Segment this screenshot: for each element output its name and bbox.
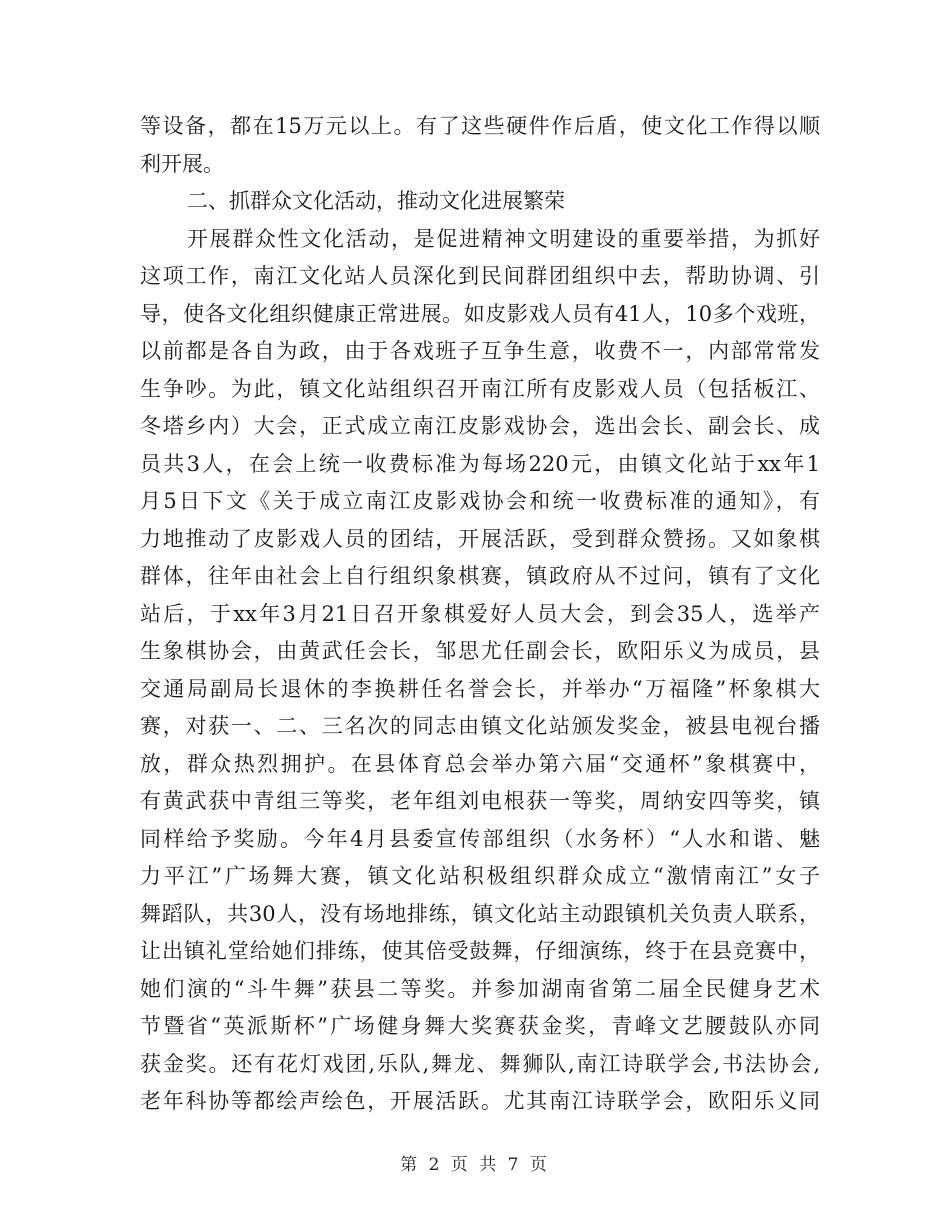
text-line: 导，使各文化组织健康正常进展。如皮影戏人员有41人，10多个戏班，	[140, 301, 820, 326]
text-line: 生象棋协会，由黄武任会长，邹思尤任副会长，欧阳乐义为成员，县	[140, 639, 820, 663]
text-line: 以前都是各自为政，由于各戏班子互争生意，收费不一，内部常常发	[140, 339, 820, 363]
text-line: 节暨省“英派斯杯”广场健身舞大奖赛获金奖，青峰文艺腰鼓队亦同	[140, 1014, 820, 1038]
text-line: 交通局副局长退休的李换耕任名誉会长，并举办“万福隆”杯象棋大	[140, 676, 820, 701]
text-line: 月5日下文《关于成立南江皮影戏协会和统一收费标准的通知》，有	[140, 489, 820, 513]
text-line: 员共3人，在会上统一收费标准为每场220元，由镇文化站于xx年1	[140, 451, 820, 476]
text-line: 利开展。	[140, 151, 224, 176]
text-line: 力平江”广场舞大赛，镇文化站积极组织群众成立“激情南江”女子	[140, 864, 820, 888]
text-line: 生争吵。为此，镇文化站组织召开南江所有皮影戏人员（包括板江、	[140, 376, 820, 401]
text-line: 同样给予奖励。今年4月县委宣传部组织（水务杯）“人水和谐、魅	[140, 826, 820, 851]
page-footer: 第 2 页 共 7 页	[400, 1155, 550, 1175]
text-line: 冬塔乡内）大会，正式成立南江皮影戏协会，选出会长、副会长、成	[140, 414, 820, 438]
text-line: 开展群众性文化活动，是促进精神文明建设的重要举措，为抓好	[187, 226, 820, 251]
text-line: 舞蹈队，共30人，没有场地排练，镇文化站主动跟镇机关负责人联系，	[140, 901, 820, 926]
text-line: 赛，对获一、二、三名次的同志由镇文化站颁发奖金，被县电视台播	[140, 714, 820, 738]
text-line: 等设备，都在15万元以上。有了这些硬件作后盾，使文化工作得以顺	[140, 114, 820, 138]
text-line: 让出镇礼堂给她们排练，使其倍受鼓舞，仔细演练，终于在县竞赛中，	[140, 939, 820, 963]
text-line: 力地推动了皮影戏人员的团结，开展活跃，受到群众赞扬。又如象棋	[140, 526, 820, 551]
text-line: 群体，往年由社会上自行组织象棋赛，镇政府从不过问，镇有了文化	[140, 564, 820, 588]
text-line: 她们演的“斗牛舞”获县二等奖。并参加湖南省第二届全民健身艺术	[140, 976, 820, 1001]
text-line: 这项工作，南江文化站人员深化到民间群团组织中去，帮助协调、引	[140, 264, 820, 288]
text-line: 老年科协等都绘声绘色，开展活跃。尤其南江诗联学会，欧阳乐义同	[140, 1089, 820, 1113]
text-line: 二、抓群众文化活动，推动文化进展繁荣	[187, 189, 565, 213]
text-line: 站后，于xx年3月21日召开象棋爱好人员大会，到会35人，选举产	[140, 601, 820, 626]
document-body	[140, 108, 820, 1121]
text-line: 放，群众热烈拥护。在县体育总会举办第六届“交通杯”象棋赛中，	[140, 751, 820, 776]
text-line: 有黄武获中青组三等奖，老年组刘电根获一等奖，周纳安四等奖，镇	[140, 789, 820, 813]
text-line: 获金奖。还有花灯戏团,乐队,舞龙、舞狮队,南江诗联学会,书法协会,	[140, 1051, 820, 1076]
